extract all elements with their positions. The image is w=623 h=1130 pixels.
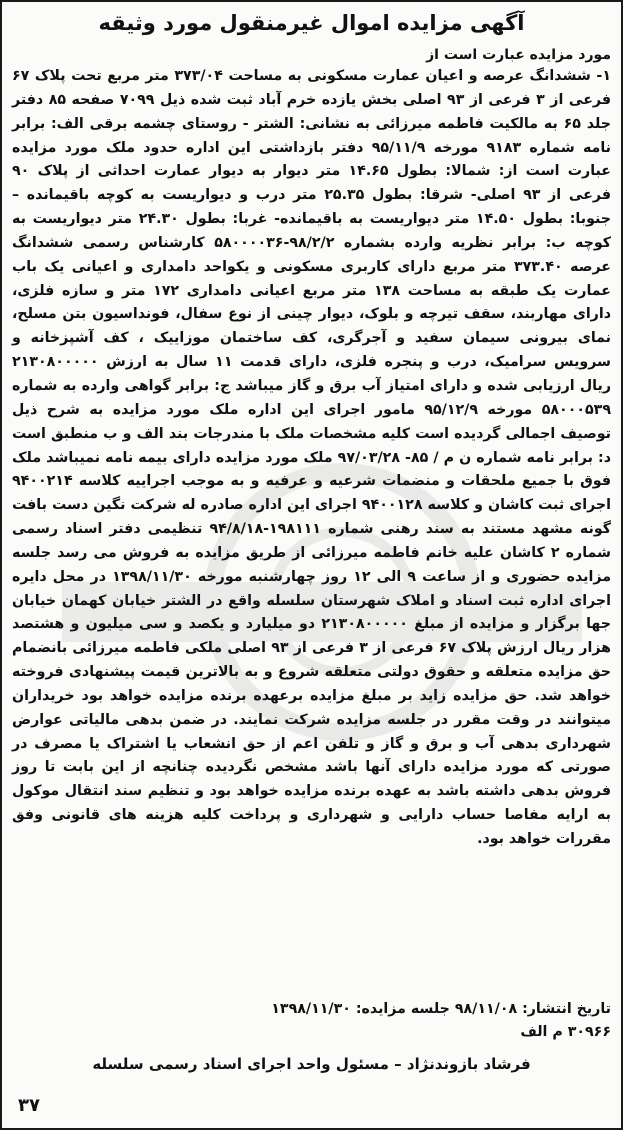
publish-date-line: تاریخ انتشار: ۹۸/۱۱/۰۸ جلسه مزایده: ۱۳۹۸/۱۱/۳۰ xyxy=(271,1001,611,1017)
notice-paragraph: ۱- ششدانگ عرصه و اعیان عمارت مسکونی به مساحت ۳۷۳/۰۴ متر مربع تحت پلاک ۶۷ فرعی از ۳ فرعی از ۹۳ اصلی بخش یازده خرم آباد ثبت شده ذیل ۷۰۹۹ صفحه ۸۵ دفتر جلد ۶۵ به مالکیت فاطمه میرزائی به نشانی: الشتر - روستای چشمه برقی الف: برابر نامه شماره ۹۱۸۳ مورخه ۹۵/۱۱/۹ دفتر بازداشتی این اداره حدود ملک مورد مزایده عبارت است از: شمالا: بطول ۱۴.۶۵ متر دیوار به دیوار عمارت احداثی از پلاک ۹۰ فرعی از ۹۳ اصلی- شرقا: بطول ۲۵.۳۵ متر درب و دیواریست به کوچه باقیمانده – جنوبا: بطول ۱۴.۵۰ متر دیواریست به باقیمانده- غربا: بطول ۲۴.۳۰ متر دیواریست به کوچه ب: برابر نظریه وارده بشماره ۹۸/۲/۲-۵۸۰۰۰۰۳۶ کارشناس رسمی ششدانگ عرصه ۳۷۳.۴۰ متر مربع دارای کاربری مسکونی و یکواحد دامداری و اعیانی یک باب عمارت یک طبقه به مساحت ۱۳۸ متر مربع اعیانی دامداری ۱۷۲ متر و سازه فلزی، دارای مهاربند، سقف تیرچه و بلوک، دیوار چینی از نوع سفال، فونداسیون بتن مسلح، نمای بیرونی سیمان سفید و آجرگری، کف ساختمان موزاییک ، کف آشپزخانه و سرویس سرامیک، درب و پنجره فلزی، دارای قدمت ۱۱ سال به ارزش ۲۱۳۰۸۰۰۰۰۰ ریال ارزیابی شده و دارای امتیاز آب برق و گاز میباشد ج: برابر گواهی وارده به شماره ۵۸۰۰۰۵۳۹ مورخه ۹۵/۱۲/۹ مامور اجرای این اداره ملک مورد مزایده به شرح ذیل توصیف اجمالی گردیده است کلیه مشخصات ملک با مندرجات بند الف و ب منطبق است د: برابر نامه شماره ن م / ۸۵- ۹۷/۰۳/۲۸ ملک مورد مزایده دارای بیمه نامه نمیباشد ملک فوق با جمیع ملحقات و منضمات شرعیه و عرفیه و به موجب اجراییه کلاسه ۹۴۰۰۲۱۴ اجرای ثبت کاشان و کلاسه ۹۴۰۰۱۲۸ اجرای این اداره صادره له شرکت نگین دست بافت گونه مشهد مستند به سند رهنی شماره ۱۹۸۱۱۱-۹۴/۸/۱۸ تنظیمی دفتر اسناد رسمی شماره ۲ کاشان علیه خانم فاطمه میرزائی از طریق مزایده به فروش می رسد جلسه مزایده حضوری و از ساعت ۹ الی ۱۲ روز چهارشنبه مورخه ۱۳۹۸/۱۱/۳۰ در محل دایره اجرای اداره ثبت اسناد و املاک شهرستان سلسله واقع در الشتر خیابان کهمان خیابان جها برگزار و مزایده از مبلغ ۲۱۳۰۸۰۰۰۰۰ دو میلیارد و یکصد و سی میلیون و هشتصد هزار ریال ارزش پلاک ۶۷ فرعی از ۳ فرعی از ۹۳ اصلی ملکی فاطمه میرزائی بانضمام حق مزایده متعلقه و حقوق دولتی متعلقه شروع و به بالاترین قیمت پیشنهادی فروخته خواهد شد. حق مزایده زاید بر مبلغ مزایده برعهده برنده مزایده خواهد بود خریداران میتوانند در وقت مقرر در جلسه مزایده شرکت نمایند. در ضمن بدهی مالیاتی عوارض شهرداری بدهی آب و برق و گاز و تلفن اعم از حق انشعاب یا اشتراک یا مصرف در صورتی که مورد مزایده دارای آنها باشد مشخص نگردیده چنانچه از این بابت تا روز فروش بدهی داشته باشد به عهده برنده مزایده خواهد بود و تنظیم سند انتقال موکول به ارایه مفاصا حساب دارایی و شهرداری و پرداخت کلیه هزینه های قانونی وفق مقررات خواهد بود. xyxy=(12,68,612,847)
notice-intro: مورد مزایده عبارت است از xyxy=(426,47,611,63)
notice-title: آگهی مزایده اموال غیرمنقول مورد وثیقه xyxy=(98,11,525,35)
page-number: ۳۷ xyxy=(18,1095,40,1116)
notice-footer xyxy=(12,998,611,1044)
reference-code: ۳۰۹۶۶ م الف xyxy=(520,1024,611,1040)
signature-line: فرشاد بازوندنژاد – مسئول واحد اجرای اسناد رسمی سلسله xyxy=(92,1055,531,1073)
notice-body xyxy=(12,65,611,852)
